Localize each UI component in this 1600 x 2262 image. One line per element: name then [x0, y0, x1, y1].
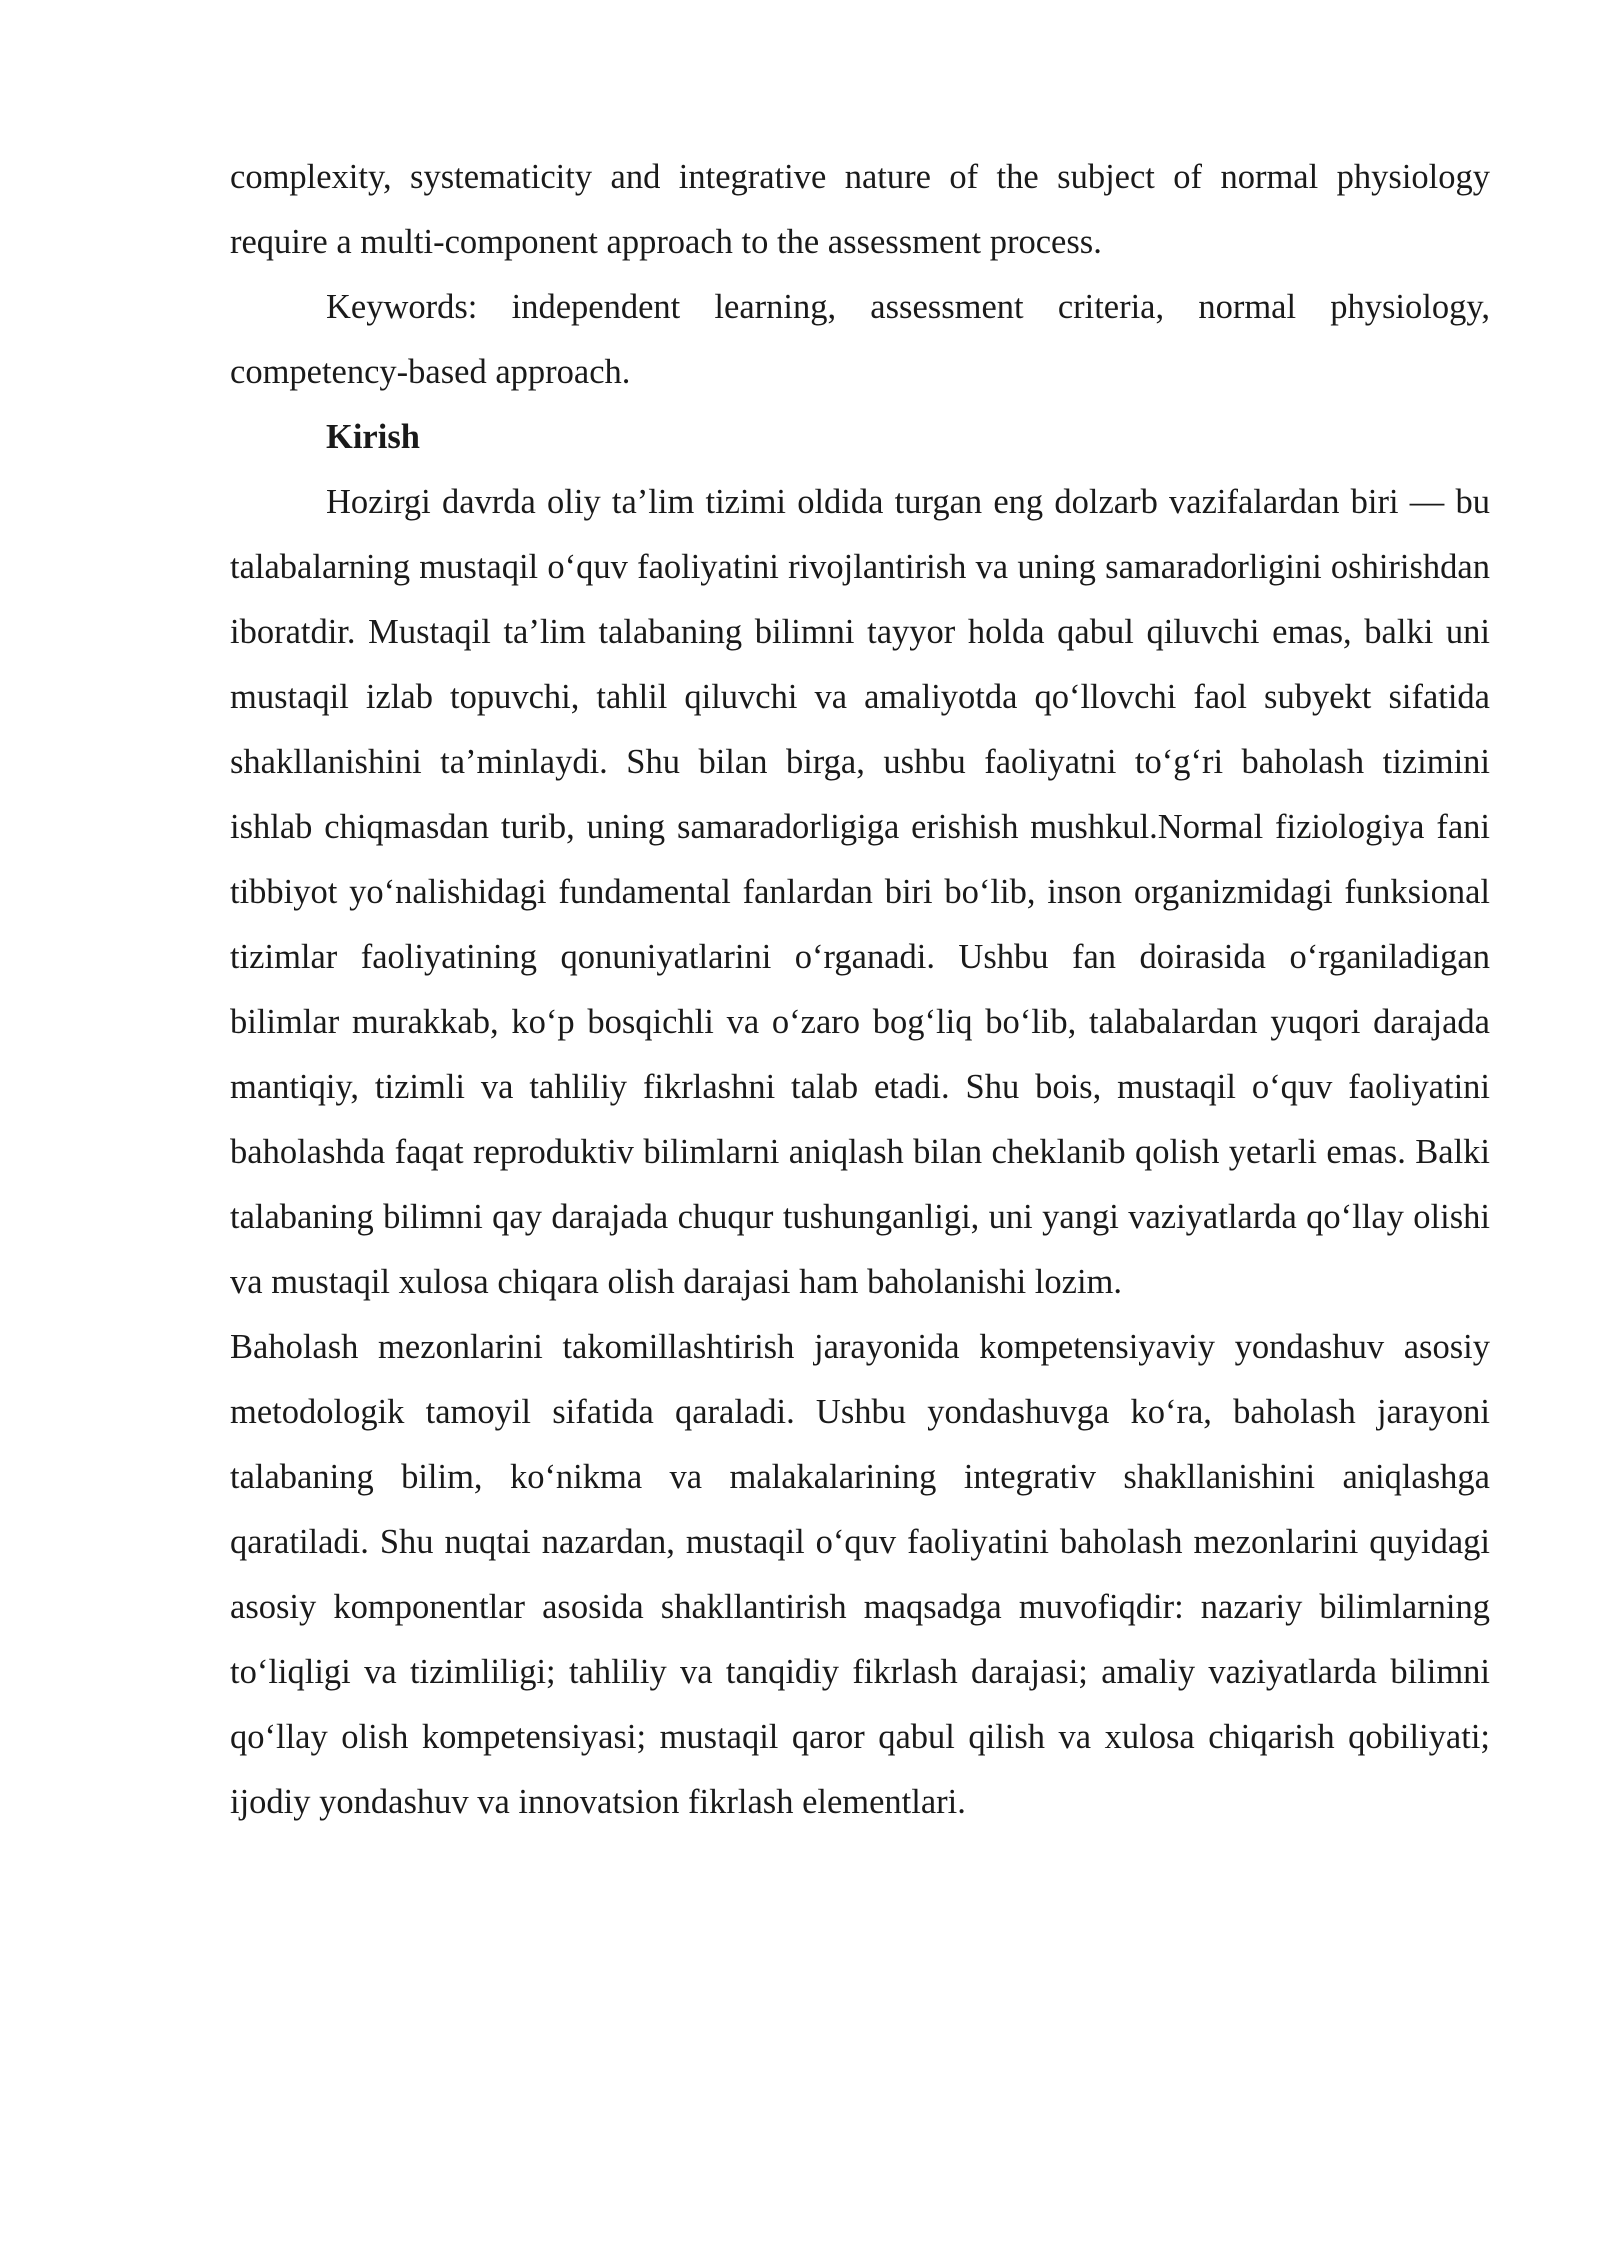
section-heading: Kirish: [326, 418, 420, 456]
document-page: [230, 145, 1490, 1835]
intro-paragraph-2: Baholash mezonlarini takomillashtirish jarayonida kompetensiyaviy yondashuv asosiy metodologik tamoyil sifatida qaraladi. Ushbu yondashuvga ko‘ra, baholash jarayoni talabaning bilim, ko‘nikma va malakalarining integrativ shakllanishini aniqlashga qaratiladi. Shu nuqtai nazardan, mustaqil o‘quv faoliyatini baholash mezonlarini quyidagi asosiy komponentlar asosida shakllantirish maqsadga muvofiqdir: nazariy bilimlarning to‘liqligi va tizimliligi; tahliliy va tanqidiy fikrlash darajasi; amaliy vaziyatlarda bilimni qo‘llay olish kompetensiyasi; mustaqil qaror qabul qilish va xulosa chiqarish qobiliyati; ijodiy yondashuv va innovatsion fikrlash elementlari.: [230, 1328, 1490, 1821]
keywords-paragraph: Keywords: independent learning, assessment criteria, normal physiology, competency-based approach.: [230, 288, 1490, 391]
intro-paragraph-1: Hozirgi davrda oliy ta’lim tizimi oldida turgan eng dolzarb vazifalardan biri — bu talabalarning mustaqil o‘quv faoliyatini rivojlantirish va uning samaradorligini oshirishdan iboratdir. Mustaqil ta’lim talabaning bilimni tayyor holda qabul qiluvchi emas, balki uni mustaqil izlab topuvchi, tahlil qiluvchi va amaliyotda qo‘llovchi faol subyekt sifatida shakllanishini ta’minlaydi. Shu bilan birga, ushbu faoliyatni to‘g‘ri baholash tizimini ishlab chiqmasdan turib, uning samaradorligiga erishish mushkul.Normal fiziologiya fani tibbiyot yo‘nalishidagi fundamental fanlardan biri bo‘lib, inson organizmidagi funksional tizimlar faoliyatining qonuniyatlarini o‘rganadi. Ushbu fan doirasida o‘rganiladigan bilimlar murakkab, ko‘p bosqichli va o‘zaro bog‘liq bo‘lib, talabalardan yuqori darajada mantiqiy, tizimli va tahliliy fikrlashni talab etadi. Shu bois, mustaqil o‘quv faoliyatini baholashda faqat reproduktiv bilimlarni aniqlash bilan cheklanib qolish yetarli emas. Balki talabaning bilimni qay darajada chuqur tushunganligi, uni yangi vaziyatlarda qo‘llay olishi va mustaqil xulosa chiqara olish darajasi ham baholanishi lozim.: [230, 483, 1490, 1301]
abstract-tail-paragraph: complexity, systematicity and integrative nature of the subject of normal physiology require a multi-component approach to the assessment process.: [230, 158, 1490, 261]
